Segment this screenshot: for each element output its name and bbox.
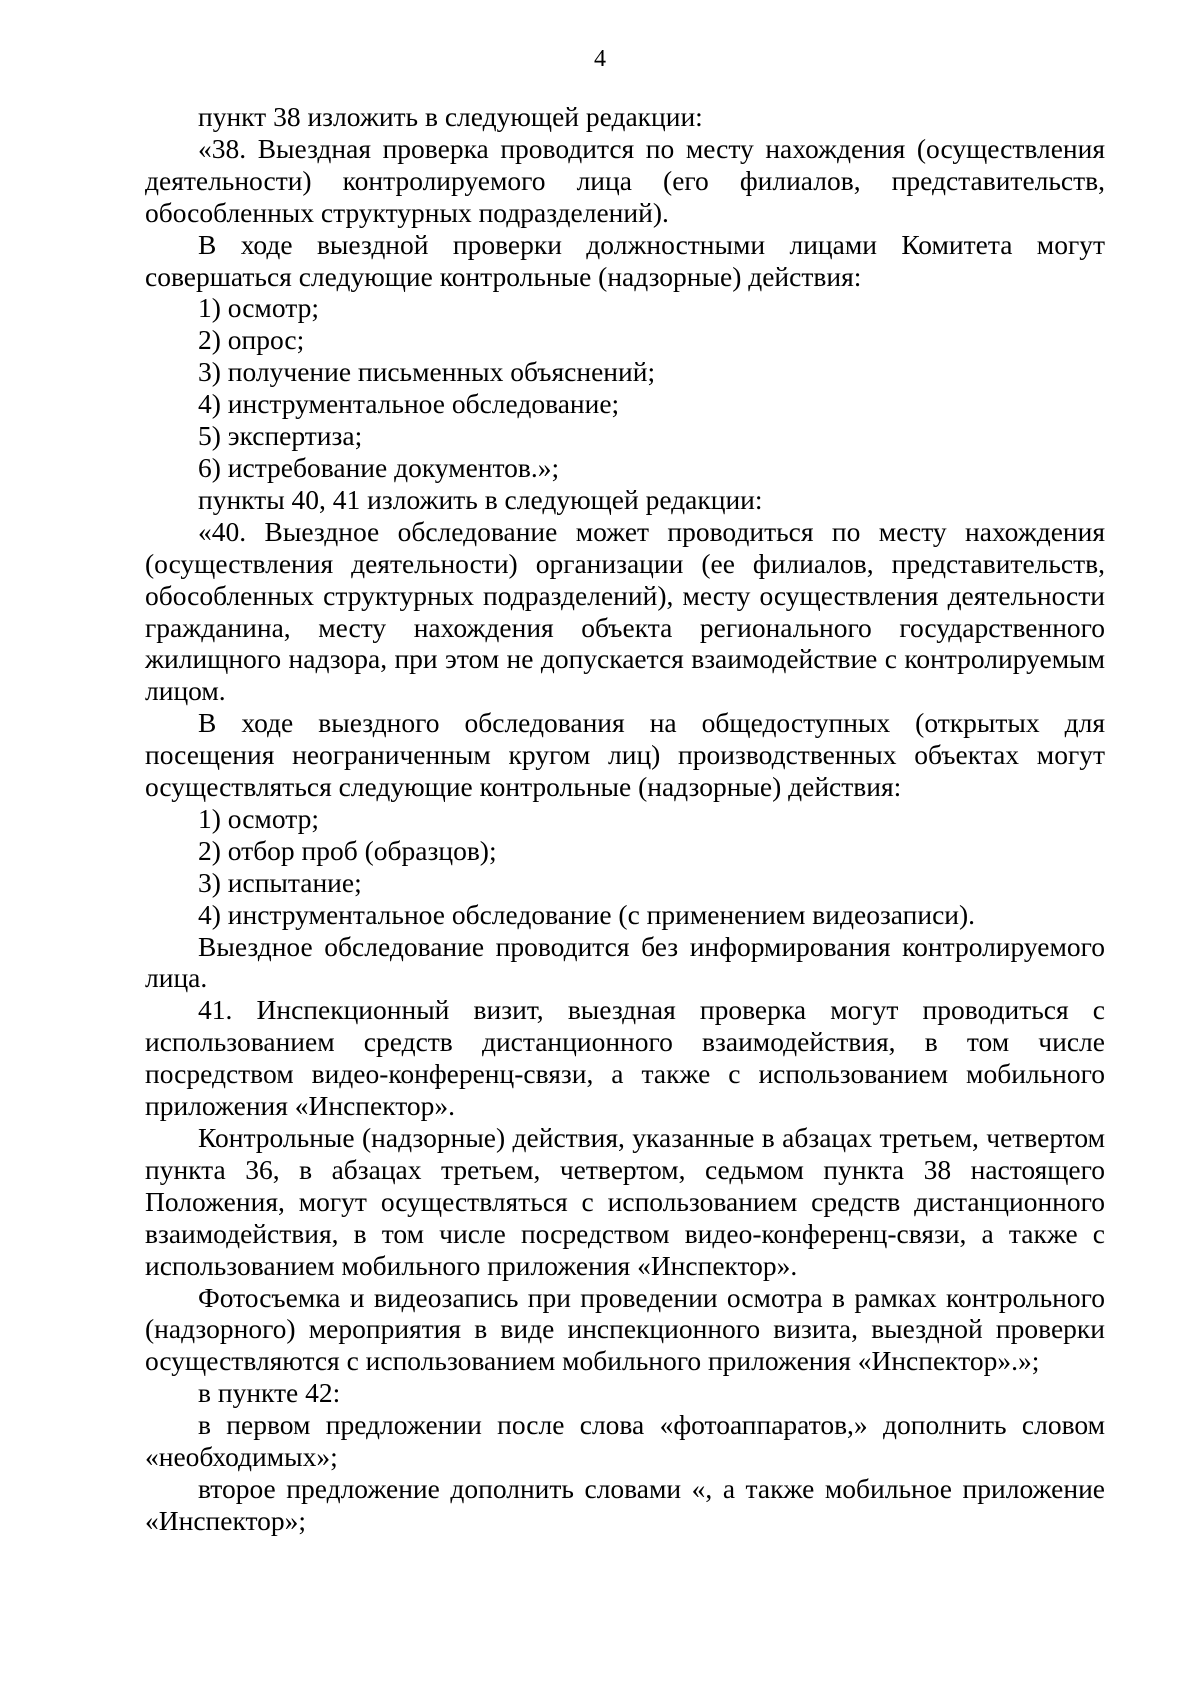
paragraph: В ходе выездной проверки должностными лицами Комитета могут совершаться следующие контрольные (надзорные) действия: <box>145 228 1105 292</box>
paragraph: второе предложение дополнить словами «, а также мобильное приложение «Инспектор»; <box>145 1472 1105 1536</box>
paragraph: В ходе выездного обследования на общедоступных (открытых для посещения неограниченным кругом лиц) производственных объектах могут осуществляться следующие контрольные (надзорные) действия: <box>145 707 1105 803</box>
paragraph: пункт 38 изложить в следующей редакции: <box>198 101 703 132</box>
page-number: 4 <box>594 46 606 72</box>
list-item: 2) опрос; <box>198 324 305 356</box>
list-item: 3) испытание; <box>198 866 362 898</box>
paragraph: «38. Выездная проверка проводится по месту нахождения (осуществления деятельности) контролируемого лица (его филиалов, представительств, обособленных структурных подразделений). <box>145 132 1105 228</box>
paragraph: Фотосъемка и видеозапись при проведении осмотра в рамках контрольного (надзорного) мероприятия в виде инспекционного визита, выездной проверки осуществляются с использованием мобильного приложения «Инспектор».»; <box>145 1281 1105 1377</box>
paragraph: Выездное обследование проводится без информирования контролируемого лица. <box>145 930 1105 994</box>
paragraph: пункты 40, 41 изложить в следующей редакции: <box>198 483 763 515</box>
list-item: 1) осмотр; <box>198 802 319 834</box>
list-item: 4) инструментальное обследование (с применением видеозаписи). <box>198 898 976 930</box>
list-item: 3) получение письменных объяснений; <box>198 356 656 388</box>
list-item: 4) инструментальное обследование; <box>198 388 620 420</box>
paragraph: 41. Инспекционный визит, выездная проверка могут проводиться с использованием средств дистанционного взаимодействия, в том числе посредством видео-конференц-связи, а также с использованием мобильного приложения «Инспектор». <box>145 994 1105 1122</box>
paragraph: Контрольные (надзорные) действия, указанные в абзацах третьем, четвертом пункта 36, в абзацах третьем, четвертом, седьмом пункта 38 настоящего Положения, могут осуществляться с использованием средств дистанционного взаимодействия, в том числе посредством видео-конференц-связи, а также с использованием мобильного приложения «Инспектор». <box>145 1122 1105 1281</box>
paragraph: в первом предложении после слова «фотоаппаратов,» дополнить словом «необходимых»; <box>145 1409 1105 1473</box>
list-item: 6) истребование документов.»; <box>198 451 560 483</box>
list-item: 1) осмотр; <box>198 292 319 324</box>
list-item: 5) экспертиза; <box>198 420 363 452</box>
document-body <box>145 101 1105 1537</box>
paragraph: «40. Выездное обследование может проводиться по месту нахождения (осуществления деятельности) организации (ее филиалов, представительств, обособленных структурных подразделений), месту осуществления деятельности гражданина, месту нахождения объекта регионального государственного жилищного надзора, при этом не допускается взаимодействие с контролируемым лицом. <box>145 515 1105 707</box>
list-item: 2) отбор проб (образцов); <box>198 834 497 866</box>
paragraph: в пункте 42: <box>198 1377 341 1409</box>
